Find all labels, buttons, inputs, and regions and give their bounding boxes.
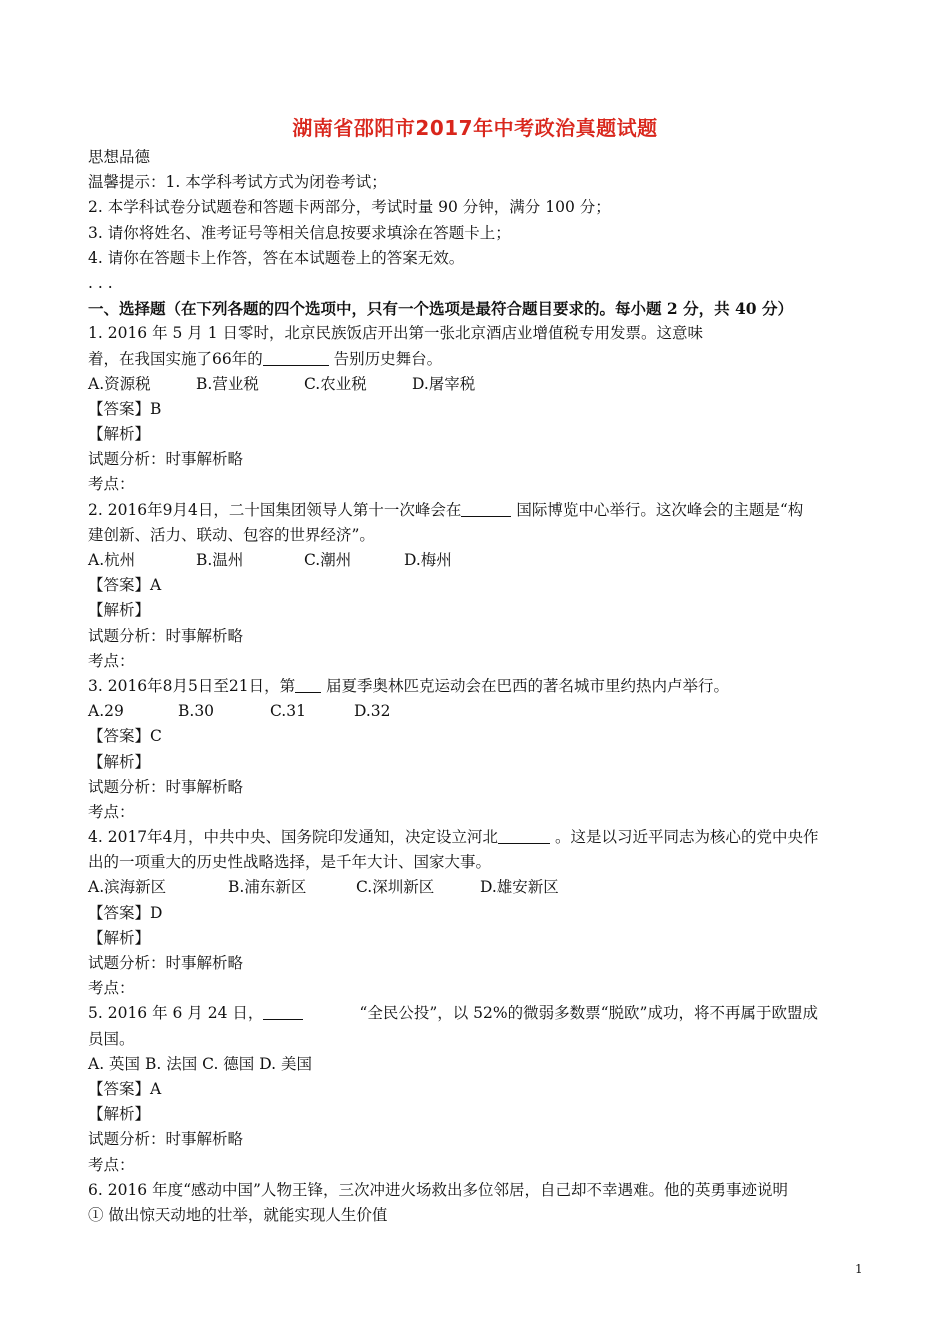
ellipsis-dots: . . .: [88, 273, 113, 292]
option-a: A.滨海新区: [88, 878, 167, 897]
answer-label: 【答案】: [88, 399, 151, 418]
question-6-stem: 6. 2016 年度“感动中国”人物王锋，三次冲进火场救出多位邻居，自己却不幸遇难。他的英勇事迹说明: [88, 1180, 788, 1199]
question-4-options: [88, 875, 878, 900]
document-title: 湖南省邵阳市2017年中考政治真题试题: [292, 116, 658, 140]
answer-blank: [295, 676, 321, 693]
stem-text: 3. 2016年8月5日至21日，第: [88, 676, 296, 695]
answer-line: [88, 724, 878, 749]
answer-value: A: [150, 1079, 162, 1098]
notice-line: 2. 本学科试卷分试题卷和答题卡两部分，考试时量 90 分钟，满分 100 分；: [88, 198, 611, 217]
analysis-label: 【解析】: [88, 601, 151, 620]
option-b: B.30: [178, 702, 215, 721]
question-2-stem-cont: 建创新、活力、联动、包容的世界经济”。: [88, 525, 375, 544]
option-c: C.农业税: [304, 374, 367, 393]
answer-label: 【答案】: [88, 576, 151, 595]
option-b: B.营业税: [196, 374, 259, 393]
option-a: A.资源税: [88, 374, 151, 393]
stem-text: 2. 2016年9月4日，二十国集团领导人第十一次峰会在: [88, 500, 462, 519]
analysis-label: 【解析】: [88, 1105, 151, 1124]
option-a: A.杭州: [88, 551, 136, 569]
answer-blank: [461, 500, 511, 517]
stem-text: 。这是以习近平同志为核心的党中央作: [550, 828, 819, 847]
stem-text: 4. 2017年4月，中共中央、国务院印发通知，决定设立河北: [88, 828, 499, 847]
answer-line: [88, 397, 878, 422]
answer-line: [88, 1077, 878, 1102]
option-d: D.屠宰税: [412, 374, 476, 393]
analysis-text: 试题分析：时事解析略: [88, 777, 244, 796]
question-2-stem: [88, 498, 878, 523]
option-c: C.潮州: [304, 551, 352, 569]
question-1-options: [88, 372, 878, 397]
stem-text: 告别历史舞台。: [328, 349, 443, 368]
answer-value: C: [150, 727, 162, 746]
analysis-text: 试题分析：时事解析略: [88, 450, 244, 469]
answer-blank: [498, 827, 550, 844]
kaodian-label: 考点：: [88, 802, 135, 821]
answer-value: A: [150, 576, 162, 595]
stem-text: 届夏季奥林匹克运动会在巴西的著名城市里约热内卢举行。: [321, 676, 730, 695]
question-3-stem: [88, 674, 878, 699]
answer-blank: [263, 349, 329, 366]
question-5-stem: [88, 1001, 878, 1026]
analysis-text: 试题分析：时事解析略: [88, 1130, 244, 1149]
notice-line: 4. 请你在答题卡上作答，答在本试题卷上的答案无效。: [88, 248, 465, 267]
analysis-label: 【解析】: [88, 928, 151, 947]
answer-line: [88, 901, 878, 926]
subject-line: 思想品德: [88, 148, 151, 166]
analysis-label: 【解析】: [88, 752, 151, 771]
answer-label: 【答案】: [88, 1079, 151, 1098]
analysis-text: 试题分析：时事解析略: [88, 626, 244, 645]
section-heading: 一、选择题（在下列各题的四个选项中，只有一个选项是最符合题目要求的。每小题 2 分，共 40 分）: [88, 299, 793, 319]
option-d: D.梅州: [404, 551, 452, 569]
analysis-label: 【解析】: [88, 425, 151, 444]
answer-value: B: [150, 399, 162, 418]
question-6-statement: ① 做出惊天动地的壮举，就能实现人生价值: [88, 1205, 388, 1224]
option-b: B.温州: [196, 551, 244, 569]
kaodian-label: 考点：: [88, 475, 135, 494]
option-a: A.29: [88, 702, 124, 721]
answer-value: D: [150, 903, 163, 922]
kaodian-label: 考点：: [88, 979, 135, 998]
question-1-stem: 1. 2016 年 5 月 1 日零时，北京民族饭店开出第一张北京酒店业增值税专用发票。这意味: [88, 324, 704, 343]
option-b: B.浦东新区: [228, 878, 307, 897]
kaodian-label: 考点：: [88, 651, 135, 670]
notice-line: 温馨提示：1. 本学科考试方式为闭卷考试；: [88, 173, 387, 192]
question-5-stem-cont: 员国。: [88, 1029, 135, 1048]
document-body: [88, 145, 878, 1228]
stem-text: 着，在我国实施了66年的: [88, 349, 263, 368]
page-number: 1: [855, 1262, 863, 1276]
question-4-stem-cont: 出的一项重大的历史性战略选择，是千年大计、国家大事。: [88, 853, 492, 872]
answer-label: 【答案】: [88, 903, 151, 922]
stem-text: “全民公投”，以 52%的微弱多数票“脱欧”成功，将不再属于欧盟成: [359, 1004, 818, 1023]
question-2-options: [88, 548, 878, 573]
kaodian-label: 考点：: [88, 1155, 135, 1174]
answer-blank: [263, 1003, 303, 1020]
option-c: C.31: [270, 702, 306, 721]
option-c: C.深圳新区: [356, 878, 435, 897]
stem-text: 5. 2016 年 6 月 24 日，: [88, 1004, 264, 1023]
notice-line: 3. 请你将姓名、准考证号等相关信息按要求填涂在答题卡上；: [88, 223, 511, 242]
option-d: D.32: [354, 702, 391, 721]
answer-line: [88, 573, 878, 598]
option-d: D.雄安新区: [480, 878, 559, 897]
question-3-options: [88, 699, 878, 724]
analysis-text: 试题分析：时事解析略: [88, 954, 244, 972]
question-4-stem: [88, 825, 878, 850]
answer-label: 【答案】: [88, 727, 151, 746]
question-5-options: A. 英国 B. 法国 C. 德国 D. 美国: [88, 1054, 312, 1073]
stem-text: 国际博览中心举行。这次峰会的主题是“构: [511, 500, 804, 519]
question-1-stem-cont: [88, 347, 878, 372]
